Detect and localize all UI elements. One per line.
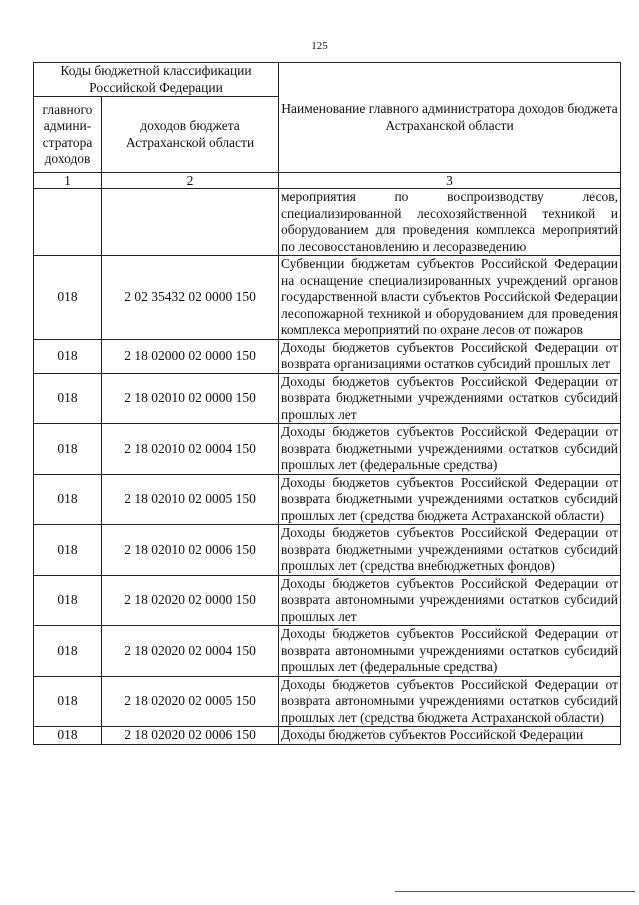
main-administrator-header: главного админи-стратора доходов: [34, 97, 102, 173]
income-name-cell: Доходы бюджетов субъектов Российской Федерации от возврата организациями остатков субсидий прошлых лет: [279, 339, 621, 373]
income-code-cell: 2 18 02010 02 0004 150: [102, 424, 279, 475]
page-edge-rule: [395, 891, 635, 892]
income-code-cell: 2 18 02010 02 0006 150: [102, 525, 279, 576]
income-code-cell: 2 18 02000 02 0000 150: [102, 339, 279, 373]
admin-code-cell: 018: [34, 626, 102, 677]
income-name-cell: Доходы бюджетов субъектов Российской Федерации от возврата бюджетными учреждениями остатков субсидий прошлых лет: [279, 373, 621, 424]
admin-code-cell: 018: [34, 474, 102, 525]
administrator-name-header: Наименование главного администратора доходов бюджета Астраханской области: [279, 63, 621, 173]
table-row: [34, 727, 621, 745]
income-name-cell: мероприятия по воспроизводству лесов, специализированной лесохозяйственной техникой и оборудованием для проведения комплекса мероприятий по лесовосстановлению и лесоразведению: [279, 189, 621, 256]
table-row: [34, 424, 621, 475]
budget-codes-table: [33, 62, 621, 745]
table-row: [34, 525, 621, 576]
income-code-cell: 2 18 02020 02 0000 150: [102, 575, 279, 626]
budget-income-header: доходов бюджета Астраханской области: [102, 97, 279, 173]
table-row: [34, 676, 621, 727]
table-row: [34, 474, 621, 525]
admin-code-cell: [34, 189, 102, 256]
table-row: [34, 373, 621, 424]
income-name-cell: Доходы бюджетов субъектов Российской Федерации от возврата бюджетными учреждениями остатков субсидий прошлых лет (средства бюджета Астраханской области): [279, 474, 621, 525]
column-number-2: 2: [102, 173, 279, 189]
admin-code-cell: 018: [34, 339, 102, 373]
income-name-cell: Доходы бюджетов субъектов Российской Федерации от возврата автономными учреждениями остатков субсидий прошлых лет (федеральные средства): [279, 626, 621, 677]
income-name-cell: Доходы бюджетов субъектов Российской Федерации от возврата автономными учреждениями остатков субсидий прошлых лет (средства бюджета Астраханской области): [279, 676, 621, 727]
column-number-1: 1: [34, 173, 102, 189]
column-number-3: 3: [279, 173, 621, 189]
income-code-cell: 2 18 02020 02 0004 150: [102, 626, 279, 677]
classification-codes-header: Коды бюджетной классификации Российской Федерации: [34, 63, 279, 97]
income-code-cell: 2 18 02020 02 0005 150: [102, 676, 279, 727]
table-row: [34, 575, 621, 626]
page-number: 125: [311, 40, 328, 52]
admin-code-cell: 018: [34, 256, 102, 340]
income-code-cell: 2 18 02010 02 0005 150: [102, 474, 279, 525]
income-code-cell: 2 18 02020 02 0006 150: [102, 727, 279, 745]
admin-code-cell: 018: [34, 575, 102, 626]
income-code-cell: [102, 189, 279, 256]
table-row: [34, 189, 621, 256]
income-name-cell: Доходы бюджетов субъектов Российской Федерации от возврата автономными учреждениями остатков субсидий прошлых лет: [279, 575, 621, 626]
table-row: [34, 256, 621, 340]
income-code-cell: 2 02 35432 02 0000 150: [102, 256, 279, 340]
admin-code-cell: 018: [34, 676, 102, 727]
income-name-cell: Доходы бюджетов субъектов Российской Федерации от возврата бюджетными учреждениями остатков субсидий прошлых лет (средства внебюджетных фондов): [279, 525, 621, 576]
admin-code-cell: 018: [34, 727, 102, 745]
admin-code-cell: 018: [34, 373, 102, 424]
admin-code-cell: 018: [34, 525, 102, 576]
table-row: [34, 626, 621, 677]
income-code-cell: 2 18 02010 02 0000 150: [102, 373, 279, 424]
income-name-cell: Субвенции бюджетам субъектов Российской Федерации на оснащение специализированных учреждений органов государственной власти субъектов Российской Федерации лесопожарной техникой и оборудованием для проведения комплекса мероприятий по охране лесов от пожаров: [279, 256, 621, 340]
admin-code-cell: 018: [34, 424, 102, 475]
income-name-cell: Доходы бюджетов субъектов Российской Федерации: [279, 727, 621, 745]
income-name-cell: Доходы бюджетов субъектов Российской Федерации от возврата бюджетными учреждениями остатков субсидий прошлых лет (федеральные средства): [279, 424, 621, 475]
table-row: [34, 339, 621, 373]
